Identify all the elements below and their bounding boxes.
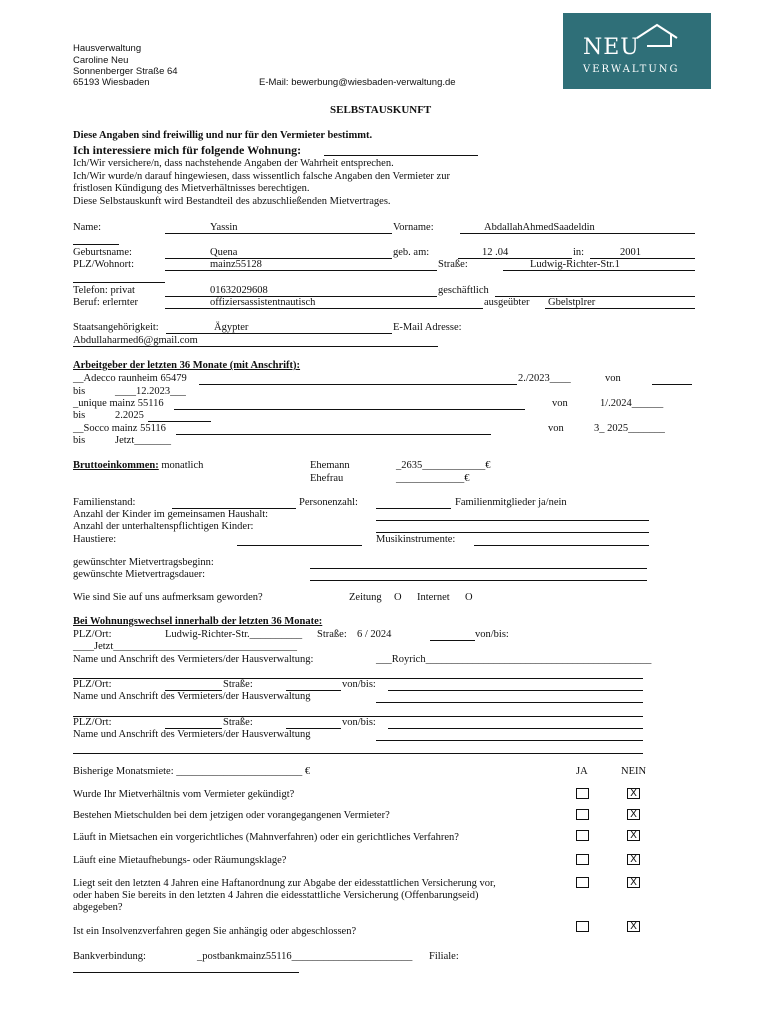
geschaeftlich-label: geschäftlich: [438, 285, 489, 296]
employer-3-bis-label: bis: [73, 435, 86, 446]
move-1-vonbis-label: von/bis:: [475, 629, 509, 640]
move-1-plz-label: PLZ/Ort:: [73, 629, 112, 640]
monatsmiete-label: Bisherige Monatsmiete: ________________________ €: [73, 766, 311, 777]
ehemann-income[interactable]: _2635____________€: [396, 460, 491, 471]
musik-label: Musikinstrumente:: [376, 534, 456, 545]
question-4-ja-checkbox[interactable]: [576, 854, 589, 865]
address-line: 65193 Wiesbaden: [73, 77, 150, 88]
beruf-value: offiziersassistentnautisch: [210, 297, 316, 308]
filiale-label: Filiale:: [429, 951, 459, 962]
strasse-label: Straße:: [438, 259, 468, 270]
employer-1-to: ____12.2023___: [115, 386, 186, 397]
telefon-value: 01632029608: [210, 285, 268, 296]
question-4-text: Läuft eine Mietaufhebungs- oder Räumungsklage?: [73, 855, 287, 866]
strasse-value: Ludwig-Richter-Str.1: [530, 259, 620, 270]
staatsangehoerigkeit-label: Staatsangehörigkeit:: [73, 322, 159, 333]
name-value: Yassin: [210, 222, 238, 233]
move-3-vermieter-label: Name und Anschrift des Vermieters/der Hausverwaltung: [73, 729, 311, 740]
question-3-nein-checkbox[interactable]: X: [627, 830, 640, 841]
employer-2-bis-field[interactable]: [148, 421, 211, 422]
move-2-strasse-label: Straße:: [223, 679, 253, 690]
aufmerksam-label: Wie sind Sie auf uns aufmerksam geworden?: [73, 592, 263, 603]
question-5-text: abgegeben?: [73, 902, 123, 913]
ausgeuebt-value: Gbelstplrer: [548, 297, 596, 308]
question-2-ja-checkbox[interactable]: [576, 809, 589, 820]
voluntary-note: Diese Angaben sind freiwillig und nur für den Vermieter bestimmt.: [73, 130, 373, 141]
question-2-text: Bestehen Mietschulden bei dem jetzigen oder vorangegangenen Vermieter?: [73, 810, 390, 821]
geburtsname-field[interactable]: [165, 258, 392, 259]
birthdate-value: 12 .04: [482, 247, 509, 258]
geburtsname-value: Quena: [210, 247, 238, 258]
plz-wohnort-label: PLZ/Wohnort:: [73, 259, 134, 270]
mietbeginn-field[interactable]: [310, 568, 647, 569]
employer-2-name: _unique mainz 55116: [73, 398, 164, 409]
beruf-label: Beruf: erlernter: [73, 297, 139, 308]
employer-2-date: 1/.2024______: [600, 398, 664, 409]
plz-wohnort-value: mainz55128: [210, 259, 262, 270]
income-suffix: monatlich: [161, 460, 204, 471]
unterhalt-label: Anzahl der unterhaltenspflichtigen Kinder:: [73, 521, 254, 532]
internet-option[interactable]: O: [465, 592, 473, 603]
birthplace-label: in:: [573, 247, 585, 258]
income-row: [73, 460, 203, 472]
move-3-strasse-label: Straße:: [223, 717, 253, 728]
question-3-text: Läuft in Mietsachen ein vorgerichtliches (Mahnverfahren) oder ein gerichtliches Verfahren?: [73, 832, 459, 843]
move-2-vermieter-label: Name und Anschrift des Vermieters/der Hausverwaltung: [73, 691, 311, 702]
birthdate-label: geb. am:: [393, 247, 430, 258]
employer-1-bis-label: bis: [73, 386, 86, 397]
address-continuation-field[interactable]: [73, 282, 165, 283]
name-label: Name:: [73, 222, 101, 233]
apartment-interest-field[interactable]: [324, 155, 478, 156]
ja-column-header: JA: [576, 766, 588, 777]
employer-1-field[interactable]: [199, 384, 517, 385]
address-line: Hausverwaltung: [73, 43, 142, 54]
telefon-label: Telefon: privat: [73, 285, 135, 296]
question-5-text: oder haben Sie bereits in den letzten 4 Jahren die eidesstattliche Versicherung (Offenbarungseid): [73, 890, 479, 901]
geburtsname-label: Geburtsname:: [73, 247, 132, 258]
question-6-ja-checkbox[interactable]: [576, 921, 589, 932]
move-3-vonbis-label: von/bis:: [342, 717, 376, 728]
question-1-ja-checkbox[interactable]: [576, 788, 589, 799]
question-6-nein-checkbox[interactable]: X: [627, 921, 640, 932]
move-1-strasse-label: Straße:: [317, 629, 347, 640]
zeitung-option[interactable]: O: [394, 592, 402, 603]
question-4-nein-checkbox[interactable]: X: [627, 854, 640, 865]
ehefrau-income[interactable]: _____________€: [396, 473, 470, 484]
moves-heading: Bei Wohnungswechsel innerhalb der letzten 36 Monate:: [73, 616, 323, 627]
move-3-plz-label: PLZ/Ort:: [73, 717, 112, 728]
intro-line: Ich/Wir wurde/n darauf hingewiesen, dass wissentlich falsche Angaben den Vermieter zur: [73, 171, 450, 182]
kinder-label: Anzahl der Kinder im gemeinsamen Haushalt:: [73, 509, 269, 520]
familienmitglieder-label: Familienmitglieder ja/nein: [455, 497, 567, 508]
vorname-value: AbdallahAhmedSaadeldin: [484, 222, 595, 233]
move-2-vermieter-field[interactable]: [376, 702, 643, 703]
apartment-interest-label: Ich interessiere mich für folgende Wohnung:: [73, 143, 302, 157]
address-line: Caroline Neu: [73, 55, 129, 66]
ehefrau-label: Ehefrau: [310, 473, 344, 484]
personenzahl-label: Personenzahl:: [299, 497, 358, 508]
mietdauer-field[interactable]: [310, 580, 647, 581]
employer-2-von-label: von: [552, 398, 568, 409]
familienstand-label: Familienstand:: [73, 497, 136, 508]
vorname-label: Vorname:: [393, 222, 434, 233]
employer-3-von-label: von: [548, 423, 564, 434]
staatsangehoerigkeit-field[interactable]: [166, 333, 392, 334]
employer-3-to: Jetzt_______: [115, 435, 171, 446]
employer-2-bis-label: bis: [73, 410, 86, 421]
employer-3-field[interactable]: [176, 434, 491, 435]
employer-1-von-field[interactable]: [652, 384, 692, 385]
employer-2-to: 2.2025: [115, 410, 144, 421]
question-5-nein-checkbox[interactable]: X: [627, 877, 640, 888]
move-2-plz-label: PLZ/Ort:: [73, 679, 112, 690]
move-3-extra-field[interactable]: [73, 753, 643, 754]
email-value: Abdullaharmed6@gmail.com: [73, 335, 198, 346]
mietbeginn-label: gewünschter Mietvertragsbeginn:: [73, 557, 214, 568]
employer-3-date: 3_ 2025_______: [594, 423, 665, 434]
employer-3-name: __Socco mainz 55116: [73, 423, 166, 434]
email-field[interactable]: [73, 346, 438, 347]
birth-year-value: 2001: [620, 247, 641, 258]
move-2-vonbis-field[interactable]: [388, 690, 643, 691]
question-3-ja-checkbox[interactable]: [576, 830, 589, 841]
question-6-text: Ist ein Insolvenzverfahren gegen Sie anhängig oder abgeschlossen?: [73, 926, 357, 937]
move-1-bis-value[interactable]: ____Jetzt___________________________________: [73, 641, 297, 652]
zeitung-label: Zeitung: [349, 592, 382, 603]
address-line: Sonnenberger Straße 64: [73, 66, 178, 77]
house-roof-icon: [635, 22, 683, 48]
question-2-nein-checkbox[interactable]: X: [627, 809, 640, 820]
nein-column-header: NEIN: [621, 766, 647, 777]
contact-email: E-Mail: bewerbung@wiesbaden-verwaltung.de: [259, 77, 456, 88]
ausgeuebt-label: ausgeübter: [484, 297, 530, 308]
company-logo: [563, 13, 711, 89]
move-1-vermieter-label: Name und Anschrift des Vermieters/der Hausverwaltung:: [73, 654, 314, 665]
employer-1-von-label: von: [605, 373, 621, 384]
question-5-ja-checkbox[interactable]: [576, 877, 589, 888]
employer-1-name: __Adecco raunheim 65479: [73, 373, 187, 384]
intro-line: Diese Selbstauskunft wird Bestandteil des abzuschließenden Mietvertrages.: [73, 196, 391, 207]
ehemann-label: Ehemann: [310, 460, 350, 471]
move-3-vermieter-field[interactable]: [376, 740, 643, 741]
logo-text-verwaltung: VERWALTUNG: [583, 64, 680, 75]
name-field[interactable]: [165, 233, 392, 234]
personenzahl-field[interactable]: [376, 508, 451, 509]
document-title: SELBSTAUSKUNFT: [330, 104, 432, 116]
haustiere-label: Haustiere:: [73, 534, 117, 545]
bank-label: Bankverbindung:: [73, 951, 146, 962]
unterhalt-field[interactable]: [376, 532, 649, 533]
email-label: E-Mail Adresse:: [393, 322, 462, 333]
employer-2-field[interactable]: [174, 409, 525, 410]
plz-wohnort-field[interactable]: [165, 270, 437, 271]
musik-field[interactable]: [474, 545, 649, 546]
question-1-text: Wurde Ihr Mietverhältnis vom Vermieter gekündigt?: [73, 789, 295, 800]
move-1-plz-value[interactable]: Ludwig-Richter-Str.__________: [165, 629, 303, 640]
move-1-vermieter-value[interactable]: ___Royrich___________________________________________: [376, 654, 652, 665]
logo-text-neu: NEU: [583, 35, 640, 60]
move-2-vonbis-label: von/bis:: [342, 679, 376, 690]
haustiere-field[interactable]: [237, 545, 362, 546]
bank-extra-field[interactable]: [73, 972, 299, 973]
intro-line: fristlosen Kündigung des Mietverhältnisses berechtigen.: [73, 183, 310, 194]
income-label: Bruttoeinkommen:: [73, 460, 159, 471]
employer-1-from: 2./2023____: [518, 373, 571, 384]
kinder-field[interactable]: [376, 520, 649, 521]
intro-line: Ich/Wir versichere/n, dass nachstehende Angaben der Wahrheit entsprechen.: [73, 158, 394, 169]
bank-value[interactable]: _postbankmainz55116_______________________: [197, 951, 413, 962]
question-5-text: Liegt seit den letzten 4 Jahren eine Haftanordnung zur Abgabe der eidesstattlichen Versicherung vor,: [73, 878, 496, 889]
move-1-date: 6 / 2024: [357, 629, 392, 640]
internet-label: Internet: [417, 592, 450, 603]
question-1-nein-checkbox[interactable]: X: [627, 788, 640, 799]
mietdauer-label: gewünschte Mietvertragsdauer:: [73, 569, 206, 580]
move-3-vonbis-field[interactable]: [388, 728, 643, 729]
move-1-vonbis-field[interactable]: [430, 640, 475, 641]
staatsangehoerigkeit-value: Ägypter: [214, 322, 249, 333]
name-continuation-field[interactable]: [73, 244, 119, 245]
employers-heading: Arbeitgeber der letzten 36 Monate (mit Anschrift):: [73, 360, 301, 371]
